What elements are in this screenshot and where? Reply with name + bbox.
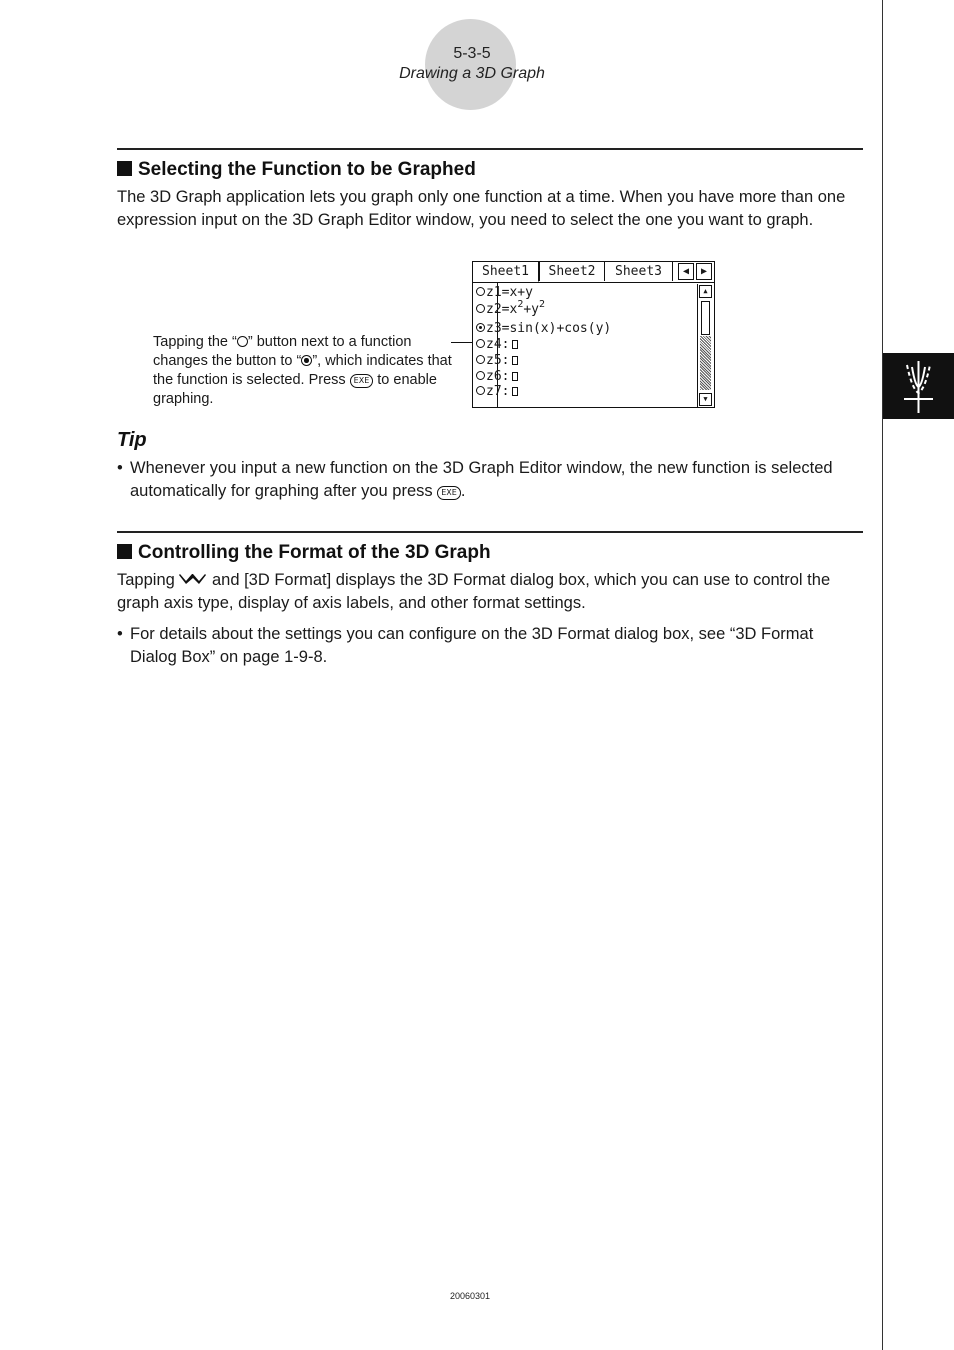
- vertical-scrollbar[interactable]: [697, 284, 714, 407]
- radio-button-icon[interactable]: [476, 304, 485, 313]
- callout-part: Tapping the “: [153, 334, 237, 350]
- radio-selected-icon: [301, 355, 312, 366]
- tab-sheet2[interactable]: Sheet2: [539, 262, 605, 281]
- tab-sheet1[interactable]: Sheet1: [473, 262, 539, 282]
- function-row[interactable]: [476, 369, 518, 385]
- exe-key-icon: EXE: [437, 486, 461, 500]
- exponent: 2: [517, 299, 524, 310]
- callout-text: [153, 333, 453, 409]
- function-row[interactable]: [476, 299, 546, 318]
- radio-empty-icon: [237, 336, 248, 347]
- graph-editor-window: [472, 261, 715, 408]
- chapter-tab: [883, 353, 954, 419]
- function-label: z7:: [486, 384, 510, 399]
- tab-sheet3[interactable]: Sheet3: [605, 262, 673, 281]
- exe-key-icon: EXE: [350, 374, 374, 388]
- function-row-selected[interactable]: [476, 321, 611, 337]
- function-row[interactable]: [476, 337, 518, 353]
- section-heading: [117, 542, 491, 564]
- sheet-tabs: [473, 262, 714, 283]
- scroll-thumb[interactable]: [701, 301, 710, 335]
- function-label: z6:: [486, 369, 510, 384]
- page-section-title: Drawing a 3D Graph: [399, 65, 545, 82]
- info-bullet: [117, 623, 862, 669]
- callout-part: to enable graphing.: [153, 372, 437, 407]
- callout-leader-line: [451, 342, 473, 343]
- section-body: The 3D Graph application lets you graph only one function at a time. When you have more than one expression input on the 3D Graph Editor window, you need to select the one you want to graph.: [117, 188, 846, 229]
- tip-text-end: .: [460, 482, 466, 500]
- body-text: Tapping: [117, 571, 180, 589]
- empty-entry-icon[interactable]: [512, 387, 518, 396]
- scroll-tabs-right-button[interactable]: ▶: [696, 263, 712, 280]
- radio-button-icon[interactable]: [476, 371, 485, 380]
- function-row[interactable]: [476, 353, 518, 369]
- function-label: z3=: [486, 321, 510, 336]
- tip-text: Whenever you input a new function on the 3D Graph Editor window, the new function is selected automatically for graphing after you press: [130, 459, 833, 500]
- radio-button-icon[interactable]: [476, 355, 485, 364]
- scroll-down-button[interactable]: ▼: [699, 393, 712, 406]
- 3d-graph-icon: [883, 353, 954, 419]
- radio-button-icon[interactable]: [476, 386, 485, 395]
- radio-selected-icon[interactable]: [476, 323, 485, 332]
- page-number: 5-3-5: [453, 45, 491, 62]
- menu-chevron-icon: [179, 572, 207, 586]
- square-bullet-icon: [117, 161, 132, 176]
- scroll-track[interactable]: [700, 336, 711, 390]
- section-body: [117, 569, 857, 615]
- section-divider: [117, 531, 863, 533]
- function-row[interactable]: [476, 384, 518, 400]
- callout-part: ”, which indicates that the function is selected. Press: [153, 353, 452, 388]
- empty-entry-icon[interactable]: [512, 372, 518, 381]
- tip-bullet: [117, 457, 862, 503]
- expr-term: x: [509, 302, 518, 317]
- section-heading: [117, 159, 476, 181]
- function-label: z1=: [486, 285, 510, 300]
- tip-heading: Tip: [117, 429, 147, 451]
- scroll-tabs-left-button[interactable]: ◀: [678, 263, 694, 280]
- page-edge-rule: [882, 0, 883, 1350]
- exponent: 2: [539, 299, 546, 310]
- function-label: z4:: [486, 337, 510, 352]
- bullet-text: For details about the settings you can configure on the 3D Format dialog box, see “3D Format Dialog Box” on page 1-9-8.: [130, 625, 814, 666]
- radio-button-icon[interactable]: [476, 339, 485, 348]
- function-expression[interactable]: sin(x)+cos(y): [509, 321, 612, 336]
- empty-entry-icon[interactable]: [512, 356, 518, 365]
- expr-term: +y: [523, 302, 539, 317]
- section-heading-text: Controlling the Format of the 3D Graph: [138, 542, 491, 563]
- function-label: z5:: [486, 353, 510, 368]
- body-text: and [3D Format] displays the 3D Format dialog box, which you can use to control the graph axis type, display of axis labels, and other format settings.: [117, 571, 831, 612]
- section-divider: [117, 148, 863, 150]
- function-row[interactable]: [476, 285, 533, 301]
- section-heading-text: Selecting the Function to be Graphed: [138, 159, 476, 180]
- bullet-dot: •: [117, 625, 123, 643]
- function-expression[interactable]: [509, 299, 546, 317]
- footer-code: 20060301: [449, 1291, 491, 1301]
- radio-button-icon[interactable]: [476, 287, 485, 296]
- function-expression[interactable]: x+y: [509, 285, 533, 300]
- function-label: z2=: [486, 302, 510, 317]
- scroll-up-button[interactable]: ▲: [699, 285, 712, 298]
- callout-part: ” button next to a function changes the button to “: [153, 334, 412, 369]
- bullet-dot: •: [117, 459, 123, 477]
- square-bullet-icon: [117, 544, 132, 559]
- empty-entry-icon[interactable]: [512, 340, 518, 349]
